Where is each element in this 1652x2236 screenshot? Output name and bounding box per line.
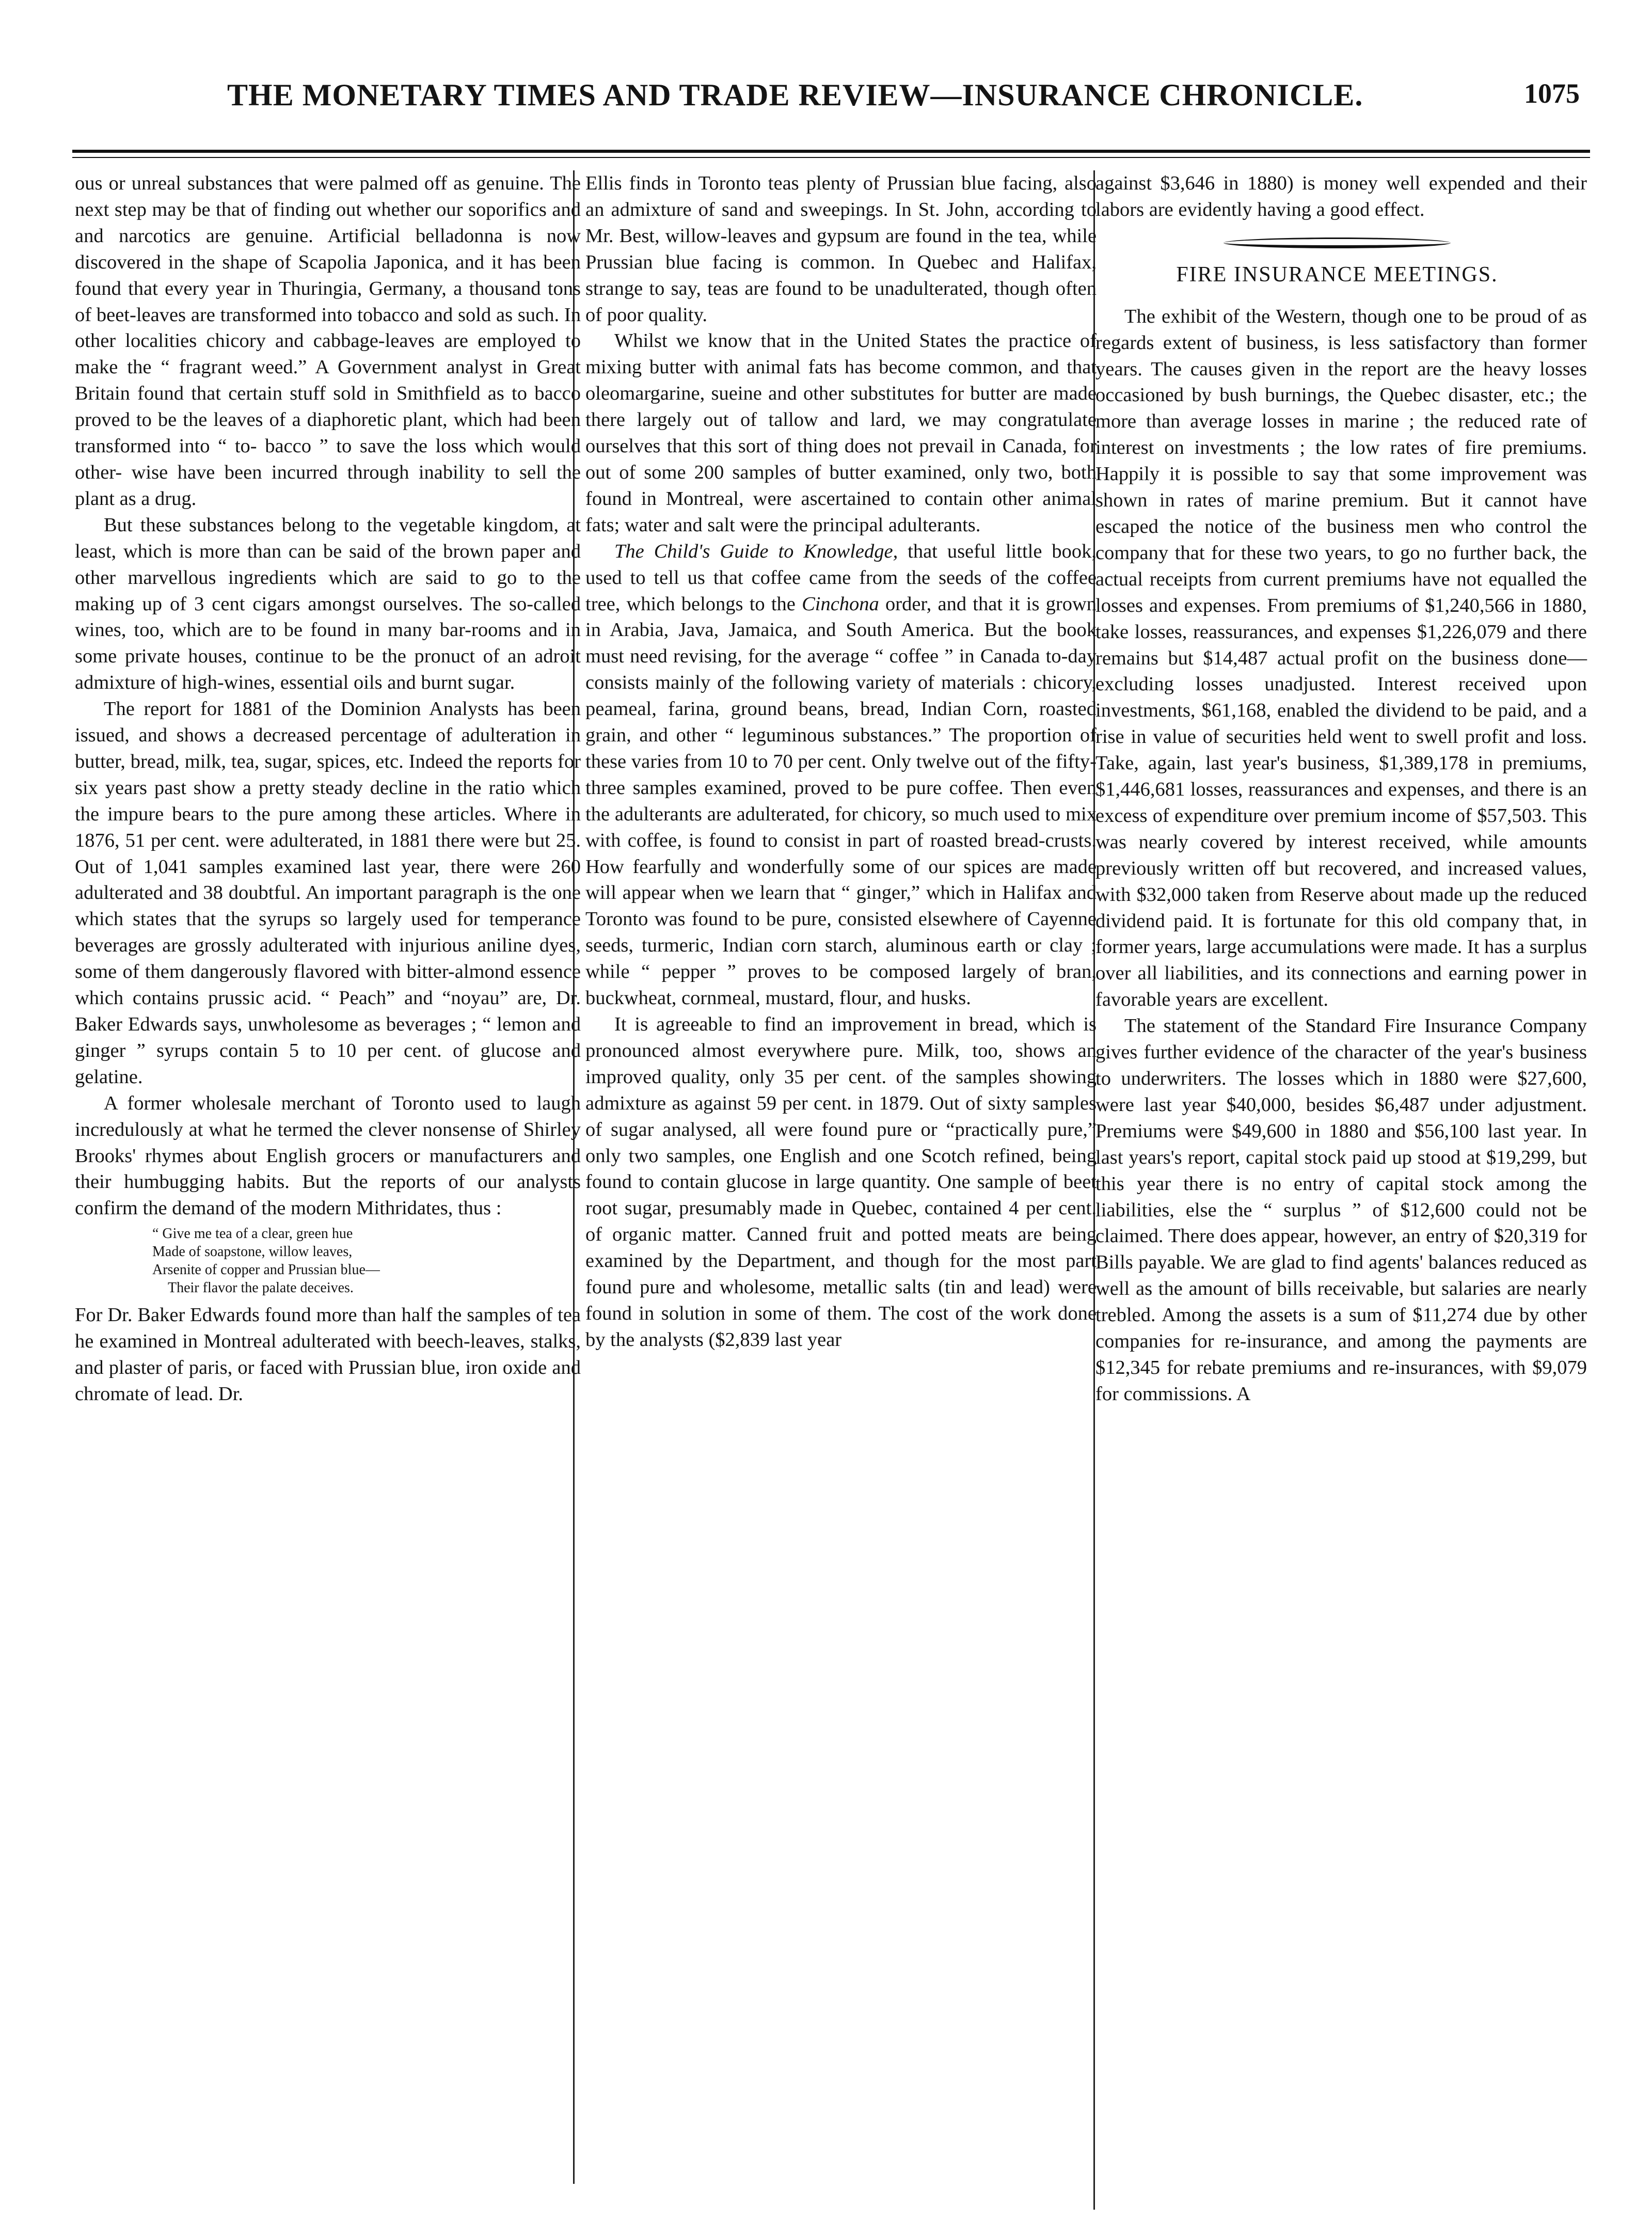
book-title: The Child's Guide to Knowledge, xyxy=(614,540,898,562)
column-3 xyxy=(1084,170,1590,2199)
section-heading: FIRE INSURANCE MEETINGS. xyxy=(1176,262,1498,287)
paragraph: Ellis finds in Toronto teas plenty of Prussian blue facing, also an admixture of sand and sweepings. In St. John, according to Mr. Best, willow-leaves and gypsum are found in the tea, while Prussian blue facing is common. In Quebec and Halifax, strange to say, teas are found to be unadulterated, though often of poor quality. xyxy=(585,172,1097,326)
paragraph: Whilst we know that in the United States the practice of mixing butter with animal fats has become common, and that oleomargarine, sueine and other substitutes for butter are made there largely out of tallow and lard, we may congratulate ourselves that this sort of thing does not prevail in Canada, for out of some 200 samples of butter examined, only two, both found in Montreal, were ascertained to contain other animal fats; water and salt were the principal adulterants. xyxy=(585,330,1097,536)
verse-line: “ Give me tea of a clear, green hue xyxy=(152,1226,353,1242)
paragraph xyxy=(573,538,1100,1011)
paragraph: The statement of the Standard Fire Insurance Company gives further evidence of the character of the year's business to underwriters. The losses which in 1880 were $27,600, were last year $40,000, besides $6,487 under adjustment. Premiums were $49,600 in 1880 and $56,100 last year. In last years's report, capital stock paid up stood at $19,299, but this year there is no entry of capital stock among the liabilities, else the “ surplus ” of $12,600 could not be claimed. There does appear, however, an entry of $20,319 for Bills payable. We are glad to find agents' balances reduced as well as the amount of bills receivable, but salaries are nearly trebled. Among the assets is a sum of $11,274 due by other companies for re-insurance, and among the payments are $12,345 for rebate premiums and re-insurances, with $9,079 for commissions. A xyxy=(1095,1015,1587,1405)
paragraph: ous or unreal substances that were palmed off as genuine. The next step may be that of finding out whether our soporifics and and narcotics are genuine. Artificial belladonna is now discovered in the shape of Scapolia Japonica, and it has been found that every year in Thuringia, Germany, a thousand tons of beet-leaves are transformed into tobacco and sold as such. In other localities chicory and cabbage-leaves are employed to make the “ fragrant weed.” A Government analyst in Great Britain found that certain stuff sold in Smithfield as to bacco proved to be the leaves of a diaphoretic plant, which had been transformed into “ to- bacco ” to save the loss which would other- wise have been incurred through inability to sell the plant as a drug. xyxy=(75,172,581,510)
column-1 xyxy=(75,170,581,2199)
paragraph-text: order, and that it is grown in Arabia, Java, Jamaica, and South America. But the book must need revising, for the average “ coffee ” in Canada to-day consists mainly of the following variety of materials : chicory, peameal, farina, ground beans, bread, Indian Corn, roasted grain, and other “ leguminous substances.” The proportion of these varies from 10 to 70 per cent. Only twelve out of the fifty-three samples examined, proved to be pure coffee. Then even the adulterants are adulterated, for chicory, so much used to mix with coffee, is found to consist in part of roasted bread-crusts. How fearfully and wonderfully some of our spices are made will appear when we learn that “ ginger,” which in Halifax and Toronto was found to be pure, consisted elsewhere of Cayenne seeds, turmeric, Indian corn starch, aluminous earth or clay ; while “ pepper ” proves to be composed largely of bran, buckwheat, cornmeal, mustard, flour, and husks. xyxy=(585,593,1097,1009)
section-divider xyxy=(1224,237,1451,248)
paragraph: The exhibit of the Western, though one to be proud of as regards extent of business, is less satisfactory than former years. The causes given in the report are the heavy losses occasioned by bush burnings, the Quebec disaster, etc.; the more than average losses in marine ; the reduced rate of interest on investments ; the low rates of fire premiums. Happily it is possible to say that some improvement was shown in rates of marine premium. But it cannot have escaped the notice of the business men who control the company that for these two years, to go no further back, the actual receipts from current premiums have not equalled the losses and expenses. From premiums of $1,240,566 in 1880, take losses, reassurances, and expenses $1,226,079 and there remains but $14,487 actual profit on the business done—excluding losses unadjusted. Interest received upon investments, $61,168, enabled the dividend to be paid, and a rise in value of securities held went to swell profit and loss. Take, again, last year's business, $1,389,178 in premiums, $1,446,681 losses, reassurances and expenses, and there is an excess of expenditure over premium income of $57,503. This was nearly covered by interest received, while amounts previously written off but recovered, and increased values, with $32,000 taken from Reserve about made up the reduced dividend paid. It is fortunate for this old company that, in former years, large accumulations were made. It has a surplus over all liabilities, and its connections and earning power in favorable years are excellent. xyxy=(1095,305,1587,1011)
verse-line: Made of soapstone, willow leaves, xyxy=(152,1244,353,1260)
paragraph: against $3,646 in 1880) is money well expended and their labors are evidently having a good effect. xyxy=(1095,172,1587,220)
paragraph: For Dr. Baker Edwards found more than half the samples of tea he examined in Montreal adulterated with beech-leaves, stalks, and plaster of paris, or faced with Prussian blue, iron oxide and chromate of lead. Dr. xyxy=(75,1304,581,1405)
paragraph: A former wholesale merchant of Toronto used to laugh incredulously at what he termed the clever nonsense of Shirley Brooks' rhymes about English grocers or manufacturers and their humbugging habits. But the reports of our analysts confirm the demand of the modern Mithridates, thus : xyxy=(75,1092,581,1219)
italic-term: Cinchona xyxy=(802,593,879,615)
header-rule xyxy=(72,150,1590,158)
paragraph: The report for 1881 of the Dominion Analysts has been issued, and shows a decreased percentage of adulteration in butter, bread, milk, tea, sugar, spices, etc. Indeed the reports for six years past show a pretty steady decline in the ratio which the impure bears to the pure among these articles. Where in 1876, 51 per cent. were adulterated, in 1881 there were but 25. Out of 1,041 samples examined last year, there were 260 adulterated and 38 doubtful. An important paragraph is the one which states that the syrups so largely used for temperance beverages are grossly adulterated with injurious aniline dyes, some of them dangerously flavored with bitter-almond essence which contains prussic acid. “ Peach” and “noyau” are, Dr. Baker Edwards says, unwholesome as beverages ; “ lemon and ginger ” syrups contain 5 to 10 per cent. of glucose and gelatine. xyxy=(75,698,581,1088)
page-title: THE MONETARY TIMES AND TRADE REVIEW—INSURANCE CHRONICLE. xyxy=(227,78,1363,112)
verse-line: Arsenite of copper and Prussian blue— xyxy=(152,1262,380,1278)
verse-line: Their flavor the palate deceives. xyxy=(168,1280,354,1296)
paragraph: It is agreeable to find an improvement in bread, which is pronounced almost everywhere pure. Milk, too, shows an improved quality, only 35 per cent. of the samples showing admixture as against 59 per cent. in 1879. Out of sixty samples of sugar analysed, all were found pure or “practically pure,” only two samples, one English and one Scotch refined, being found to contain glucose in large quantity. One sample of beet root sugar, presumably made in Quebec, contained 4 per cent. of organic matter. Canned fruit and potted meats are being examined by the Department, and though for the most part found pure and wholesome, metallic salts (tin and lead) were found in solution in some of them. The cost of the work done by the analysts ($2,839 last year xyxy=(585,1013,1097,1351)
paragraph: But these substances belong to the vegetable kingdom, at least, which is more than can be said of the brown paper and other marvellous ingredients which are said to go to the making up of 3 cent cigars amongst ourselves. The so-called wines, too, which are to be found in many bar-rooms and in some private houses, continue to be the pronuct of an adroit admixture of high-wines, essential oils and burnt sugar. xyxy=(75,514,581,694)
column-2 xyxy=(573,170,1100,2199)
verse-quote xyxy=(152,1225,581,1297)
paragraph-text: that useful little book, used to tell us that coffee came from the seeds of the coffee tree, which belongs to the xyxy=(585,540,1097,615)
page-number: 1075 xyxy=(1524,78,1580,109)
